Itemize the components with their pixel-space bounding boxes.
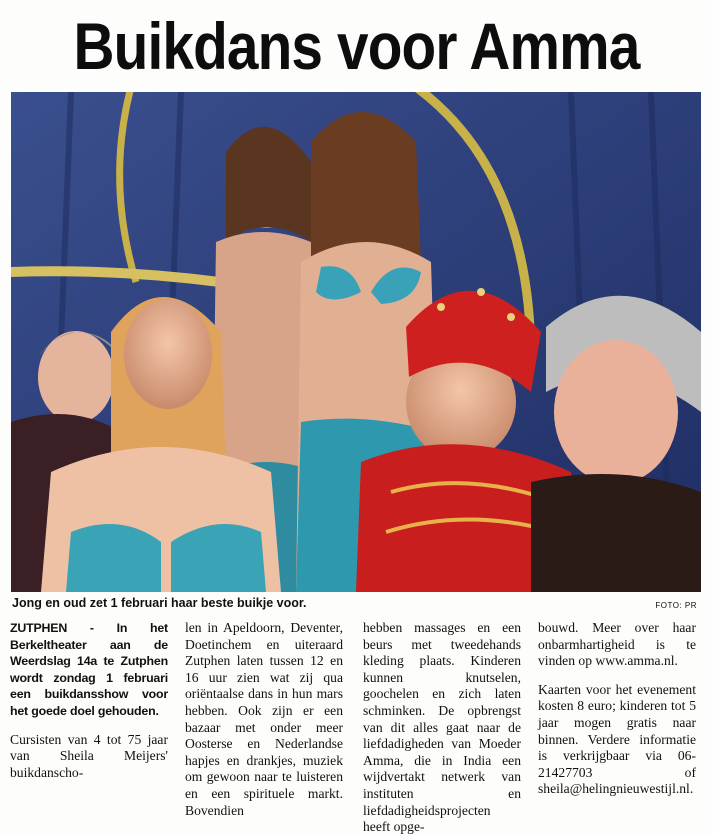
article-lead: ZUTPHEN - In het Berkeltheater aan de Weerdslag 14a te Zutphen wordt zondag 1 februari een buikdansshow voor het goede doel gehouden.	[10, 621, 168, 718]
article-paragraph: bouwd. Meer over haar onbarmhartigheid is te vinden op www.amma.nl.	[538, 620, 696, 669]
article-paragraph: len in Apeldoorn, Deventer, Doetinchem en uiteraard Zutphen laten tussen 12 en 16 uur zien wat zij qua oriëntaalse dans in hun mars hebben. Ook zijn er een bazaar met onder meer Oosterse en Nederlandse hapjes en drankjes, muziek om gewoon naar te luisteren en een spirituele markt. Bovendien	[185, 620, 343, 818]
photo-credit: FOTO: PR	[655, 601, 697, 610]
article-column-2	[185, 620, 343, 819]
article-paragraph: Kaarten voor het evenement kosten 8 euro; kinderen tot 5 jaar mogen gratis naar binnen. Verdere informatie is verkrijgbaar via 06-21427703 of sheila@helingnieuwestijl.nl.	[538, 681, 696, 797]
article-column-4	[538, 620, 696, 798]
article-photo	[11, 92, 701, 592]
article-column-1	[10, 620, 168, 781]
article-paragraph: Cursisten van 4 tot 75 jaar van Sheila Meijers' buikdanscho-	[10, 731, 168, 780]
article-column-3	[363, 620, 521, 836]
headline: Buikdans voor Amma	[73, 9, 640, 83]
photo-caption: Jong en oud zet 1 februari haar beste buikje voor.	[12, 596, 307, 610]
article-paragraph: hebben massages en een beurs met tweedehands kleding plaats. Kinderen kunnen knutselen, goochelen en zich laten schminken. De opbrengst van dit alles gaat naar de liefdadigheden van Moeder Amma, die in India een wijdvertakt netwerk van instituten en liefdadigheidsprojecten heeft opge-	[363, 620, 521, 835]
